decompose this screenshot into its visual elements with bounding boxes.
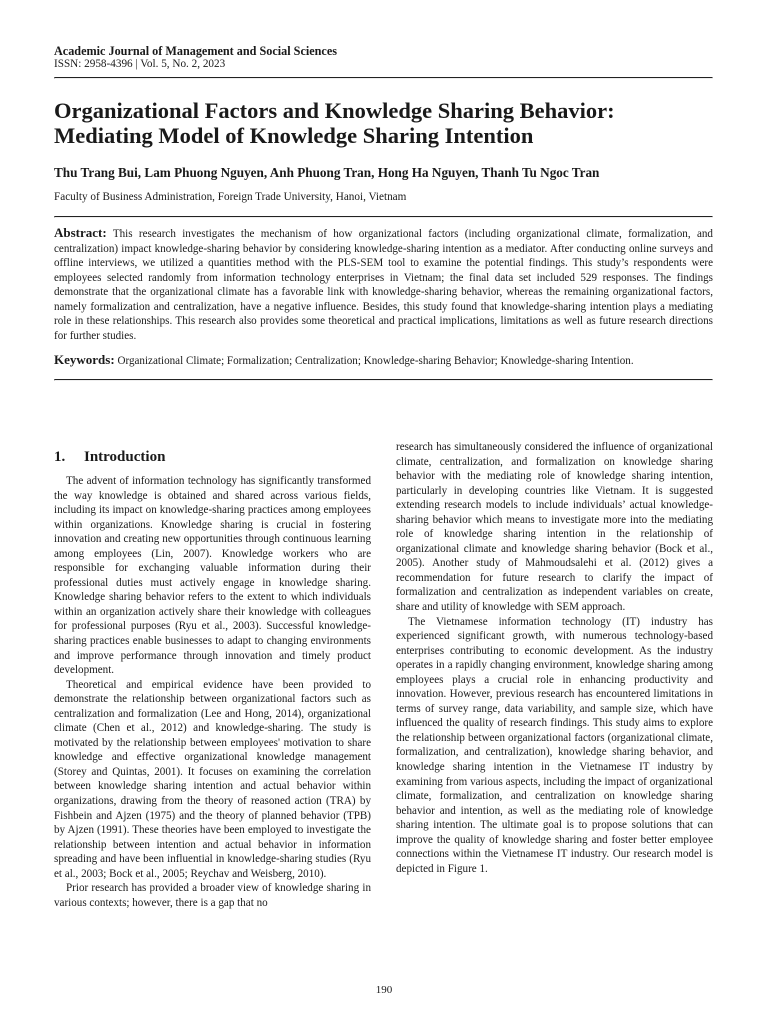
- header-divider: [54, 77, 713, 79]
- paragraph: research has simultaneously considered the influence of organizational climate, centralization, and formalization on knowledge sharing behavior with the mediating role of knowledge sharing intention, particularly in developing countries like Vietnam. It is suggested extending research models to include individuals’ actual knowledge-sharing behavior which means to investigate more into the mediating role of knowledge sharing intention in the relationship of organizational climate and knowledge sharing behavior (Bock et al., 2005). Another study of Mahmoudsalehi et al. (2012) gives a recommendation for future research to clarify the impact of formalization and centralization as independent variables on create, share and utility of knowledge with SEM approach.: [396, 441, 713, 614]
- paper-page: [54, 44, 713, 381]
- right-column: [396, 440, 713, 910]
- author-affiliation: Faculty of Business Administration, Foreign Trade University, Hanoi, Vietnam: [54, 191, 407, 203]
- author-list: Thu Trang Bui, Lam Phuong Nguyen, Anh Phuong Tran, Hong Ha Nguyen, Thanh Tu Ngoc Tran: [54, 165, 600, 180]
- paragraph: Prior research has provided a broader view of knowledge sharing in various contexts; however, there is a gap that no: [54, 882, 371, 909]
- page-number: 190: [375, 984, 393, 996]
- section-number: 1.: [54, 449, 66, 465]
- left-column: [54, 440, 371, 910]
- abstract-block: [54, 226, 713, 343]
- paper-title: Organizational Factors and Knowledge Sharing Behavior: Mediating Model of Knowledge Sharing Intention: [54, 98, 615, 148]
- section-heading: [54, 448, 371, 466]
- keywords-block: [54, 353, 713, 369]
- keywords-divider: [54, 379, 713, 381]
- paragraph: The Vietnamese information technology (IT) industry has experienced significant growth, with numerous technology-based enterprises contributing to economic development. As the industry operates in a rapidly changing environment, knowledge sharing among employees plays a crucial role in enhancing productivity and innovation. However, previous research has encountered limitations in terms of survey range, data variability, and sample size, which have influenced the quality of research findings. This study aims to explore the relationship between organizational factors (organizational climate, formalization, and centralization), knowledge sharing behavior, and knowledge sharing intention in the Vietnamese IT industry by examining from various aspects, including the impact of organizational climate, formalization, and centralization on knowledge sharing behavior and intention, as well as the mediating role of knowledge sharing intention. The ultimate goal is to propose solutions that can improve the quality of knowledge sharing and foster better employee connections within the Vietnamese IT industry. Our research model is depicted in Figure 1.: [396, 615, 713, 875]
- abstract-text: This research investigates the mechanism of how organizational factors (including organizational climate, formalization, and centralization) impact knowledge-sharing behavior by considering knowledge-sharing intention as a mediator. After conducting online surveys and offline interviews, we utilized a quantities method with the PLS-SEM tool to examine the potential findings. This study’s respondents were employees selected randomly from information technology enterprises in Vietnam; the final data set included 529 responses. The findings demonstrate that the organizational climate has a favorable link with knowledge-sharing behavior, whereas the remaining organizational factors, namely formalization and centralization, have a negative influence. Besides, this study found that knowledge-sharing intention plays a mediating role in these relationships. This research also provides some theoretical and practical implications, limitations as well as future research directions for further studies.: [54, 228, 713, 342]
- paragraph: Theoretical and empirical evidence have been provided to demonstrate the relationship between organizational factors such as centralization and formalization (Lee and Hong, 2014), organizational climate (Chen et al., 2012) and knowledge-sharing. The study is motivated by the relationship between employees' motivation to share knowledge and effective organizational knowledge management (Storey and Quintas, 2001). It focuses on examining the correlation between knowledge sharing intention and actual behavior within organizations, drawing from the theory of reasoned action (TRA) by Fishbein and Ajzen (1975) and the theory of planned behavior (TPB) by Ajzen (1991). These theories have been employed to investigate the relationship between intention and actual behavior in information spreading and have been influential in knowledge-sharing studies (Ryu et al., 2003; Bock et al., 2005; Reychav and Weisberg, 2010).: [54, 678, 371, 880]
- section-title: Introduction: [84, 449, 166, 465]
- abstract-divider: [54, 216, 713, 218]
- body-columns: [54, 440, 713, 910]
- keywords-heading: Keywords:: [54, 352, 115, 367]
- journal-name: Academic Journal of Management and Social Sciences: [54, 44, 337, 58]
- journal-issue: ISSN: 2958-4396 | Vol. 5, No. 2, 2023: [54, 58, 226, 70]
- keywords-text: Organizational Climate; Formalization; Centralization; Knowledge-sharing Behavior; Knowledge-sharing Intention.: [117, 355, 634, 367]
- abstract-heading: Abstract:: [54, 225, 107, 240]
- paragraph: The advent of information technology has significantly transformed the way knowledge is obtained and shared across various fields, including its impact on knowledge-sharing practices among employees within organizations. Knowledge sharing is crucial in fostering innovation and creating new opportunities through continuous learning among employees (Lin, 2007). Knowledge workers who are responsible for exchanging valuable information during their professional duties must actively engage in knowledge sharing. Knowledge sharing behavior refers to the extent to which individuals within an organization actively share their knowledge with colleagues for professional purposes (Ryu et al., 2003). Successful knowledge-sharing practices enable businesses to adapt to changing environments and improve performance through innovation and timely product development.: [54, 475, 371, 677]
